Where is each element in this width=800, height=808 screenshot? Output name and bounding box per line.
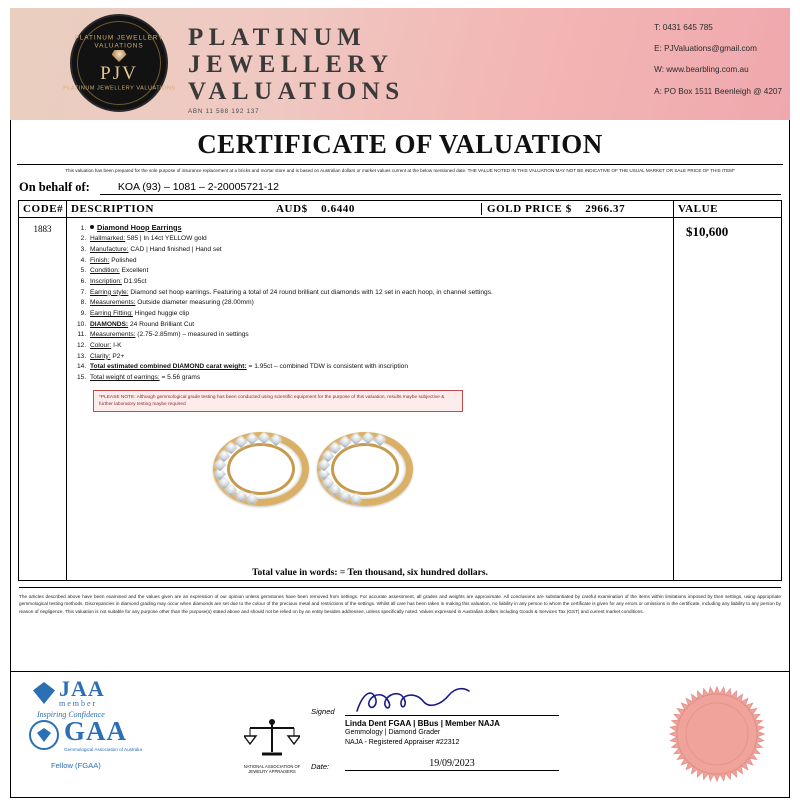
item-detail-8 — [88, 298, 669, 309]
item-label: Finish: — [90, 256, 110, 264]
item-detail-11 — [88, 330, 669, 341]
jaa-member-label: member — [59, 699, 98, 708]
contact-phone: T: 0431 645 785 — [654, 23, 713, 32]
abn-text: ABN 11 588 192 137 — [188, 108, 260, 115]
diamond-stone — [246, 493, 259, 506]
diamond-stone — [374, 434, 387, 447]
item-text: 585 | In 14ct YELLOW gold — [127, 235, 207, 243]
pjv-logo — [62, 14, 176, 112]
diamond-stone — [246, 433, 259, 446]
item-photograph — [71, 414, 669, 564]
total-value-in-words: Total value in words: = Ten thousand, six hundred dollars. — [252, 568, 488, 579]
item-detail-6 — [88, 277, 669, 288]
contact-details — [654, 24, 782, 109]
item-label: Colour: — [90, 342, 112, 350]
item-text: I-K — [113, 342, 122, 350]
item-text: CAD | Hand finished | Hand set — [130, 246, 222, 253]
header-description-label: DESCRIPTION — [71, 202, 155, 215]
item-label: Inscription: — [90, 278, 122, 286]
diamond-stone — [350, 433, 363, 446]
diamond-stone — [362, 432, 375, 445]
handwritten-signature — [353, 683, 473, 717]
gaa-fellow-label: Fellow (FGAA) — [51, 761, 101, 770]
earring-right — [317, 432, 413, 506]
brand-name — [188, 24, 405, 116]
embossed-seal — [669, 686, 765, 782]
table-header-row — [19, 200, 782, 217]
header-gold-price — [481, 203, 669, 215]
item-detail-list — [71, 222, 669, 384]
jaa-logo — [33, 678, 163, 719]
logo-arc-bottom-text: PLATINUM JEWELLERY VALUATIONS — [62, 85, 176, 91]
gaa-diamond-icon — [29, 720, 59, 750]
document-header — [10, 8, 790, 120]
item-detail-14 — [88, 362, 669, 373]
seal-starburst-icon — [669, 686, 765, 782]
item-text: = 1.95ct – combined TDW is consistent with inscription — [248, 363, 409, 371]
item-text: Hinged huggie clip — [134, 310, 189, 318]
diamond-stone — [258, 432, 271, 445]
item-label: Hallmarked: — [90, 235, 126, 243]
header-description — [67, 200, 674, 217]
item-text: Diamond set hoop earrings. Featuring a total of 24 round brilliant cut diamonds with 12 set in each hoop, in channel settings. — [130, 288, 493, 296]
gaa-subtitle: Gemmological Association of Australia — [64, 747, 142, 752]
item-text: Excellent — [121, 267, 149, 275]
item-label: Measurements: — [90, 299, 136, 307]
item-text: = 5.56 grams — [161, 374, 201, 382]
jaa-diamond-icon — [33, 682, 55, 704]
contact-website[interactable]: W: www.bearbling.com.au — [654, 65, 749, 75]
diamond-stone — [350, 493, 363, 506]
item-detail-12 — [88, 341, 669, 352]
item-label: Clarity: — [90, 352, 111, 360]
logo-ring — [62, 21, 176, 105]
date-label: Date: — [311, 762, 330, 772]
item-label: Earring style: — [90, 288, 129, 296]
diamond-stone — [270, 434, 283, 447]
item-detail-10 — [88, 320, 669, 331]
valuation-certificate-page — [0, 8, 800, 808]
scales-icon — [244, 718, 300, 762]
cell-code: 1883 — [19, 217, 67, 580]
item-detail-3 — [88, 245, 669, 256]
item-detail-1 — [88, 222, 669, 235]
naja-logo — [239, 718, 305, 775]
header-value: VALUE — [674, 200, 782, 217]
item-detail-13 — [88, 352, 669, 363]
contact-address: A: PO Box 1511 Beenleigh @ 4207 — [654, 86, 782, 96]
header-auds — [276, 203, 481, 215]
on-behalf-row — [11, 175, 789, 197]
valuer-name: Linda Dent FGAA | BBus | Member NAJA — [345, 719, 500, 728]
bottom-disclaimer: The articles described above have been examined and the values given are an expression of our opinion unless gemstones have been removed from settings. For accurate assessment, all grades and weights are approximate. All conclusions are substantiated by careful examination of the items within limitations imposed by their settings, using appropriate gemmological testing methods. Discrepancies in diamond grading may occur when diamonds are set due to the colour of the precious metal and restrictions of the settings. Whilst all care has been taken in making this valuation, no liability in any person to whom the certificate is given for any errors or omissions in the certificate, including any liability to any person by reason of negligence. This valuation is not suitable for any purpose other than the purpose(s) stated above and should not be relied on by an entity besides addressee, unless specifically noted. Values expressed in Australian dollars including Goods & Services Tax (GST) and current market conditions. — [19, 587, 781, 615]
item-title: Diamond Hoop Earrings — [97, 222, 182, 232]
valuation-table — [18, 200, 782, 581]
item-text: 24 Round Brilliant Cut — [129, 320, 195, 328]
signature-line — [345, 680, 559, 716]
diamond-stone — [338, 490, 351, 503]
item-label: Condition: — [90, 267, 120, 275]
brand-line-1: PLATINUM — [188, 24, 367, 51]
signed-label: Signed — [311, 707, 335, 716]
logo-arc-top-text: PLATINUM JEWELLERY VALUATIONS — [74, 33, 164, 49]
cell-description — [67, 217, 674, 580]
diamond-stone — [234, 490, 247, 503]
header-gold-label: GOLD PRICE $ — [487, 202, 572, 215]
top-disclaimer: This valuation has been prepared for the sole purpose of insurance replacement at a bricks and mortar store and is based on Australian dollars or market values current at the below mentioned date. THE VALUE NOTED IN THIS VALUATION MAY NOT BE INDICATIVE OF THE USUAL MARKET OR SALE PRICE OF THIS ITEM* — [65, 168, 735, 173]
item-text: P2+ — [112, 352, 125, 360]
header-code: CODE# — [19, 200, 67, 217]
item-detail-9 — [88, 309, 669, 320]
contact-email[interactable]: E: PJValuations@gmail.com — [654, 44, 757, 54]
item-label: DIAMONDS: — [90, 320, 129, 328]
header-auds-value: 0.6440 — [321, 202, 355, 215]
jaa-name: JAA — [59, 676, 105, 701]
signature-block — [311, 680, 559, 771]
document-footer — [11, 671, 789, 797]
cell-value: $10,600 — [674, 217, 782, 580]
header-gold-value: 2966.37 — [585, 202, 626, 215]
table-row — [19, 217, 782, 580]
diamond-stones-right — [317, 432, 413, 506]
header-auds-label: AUD$ — [276, 202, 308, 215]
item-text: Polished — [111, 256, 137, 264]
brand-line-3: VALUATIONS — [188, 78, 405, 105]
diamond-stones-left — [213, 432, 309, 506]
certificate-body — [10, 120, 790, 798]
item-label: Earring Fitting: — [90, 310, 133, 318]
on-behalf-label: On behalf of: — [19, 179, 90, 194]
item-detail-4 — [88, 256, 669, 267]
valuer-role: Gemmology | Diamond Grader — [345, 729, 441, 736]
naja-caption: NATIONAL ASSOCIATION OF JEWELRY APPRAISERS — [243, 764, 301, 775]
item-detail-15 — [88, 373, 669, 384]
item-detail-7 — [88, 288, 669, 299]
please-note-box: *PLEASE NOTE: Although gemmological grade testing has been conducted using scientific equipment for the purpose of this valuation, results maybe subjective & further laboratory testing maybe required — [93, 390, 463, 412]
gaa-name: GAA — [64, 716, 127, 746]
page-title: CERTIFICATE OF VALUATION — [197, 129, 603, 159]
logo-initials: PJV — [100, 63, 138, 84]
on-behalf-value: KOA (93) – 1081 – 2-20005721-12 — [100, 181, 781, 195]
item-label: Total estimated combined DIAMOND carat weight: — [90, 363, 247, 371]
item-text: (2.75-2.85mm) – measured in settings — [137, 331, 249, 339]
item-detail-2 — [88, 234, 669, 245]
item-label: Total weight of earrings: — [90, 374, 160, 382]
date-value: 19/09/2023 — [345, 758, 559, 771]
gaa-logo — [29, 718, 189, 770]
item-text: Outside diameter measuring (28.00mm) — [137, 299, 254, 307]
item-label: Manufacture: — [90, 246, 129, 253]
valuer-registration: NAJA - Registered Appraiser #22312 — [345, 739, 460, 747]
item-text: D1.95ct — [123, 278, 147, 286]
diamond-icon — [112, 50, 127, 62]
brand-line-2: JEWELLERY — [188, 51, 394, 78]
jaa-tagline: Inspiring Confidence — [37, 710, 105, 719]
item-detail-5 — [88, 266, 669, 277]
item-label: Measurements: — [90, 331, 136, 339]
earring-left — [213, 432, 309, 506]
bullet-icon — [90, 225, 94, 229]
